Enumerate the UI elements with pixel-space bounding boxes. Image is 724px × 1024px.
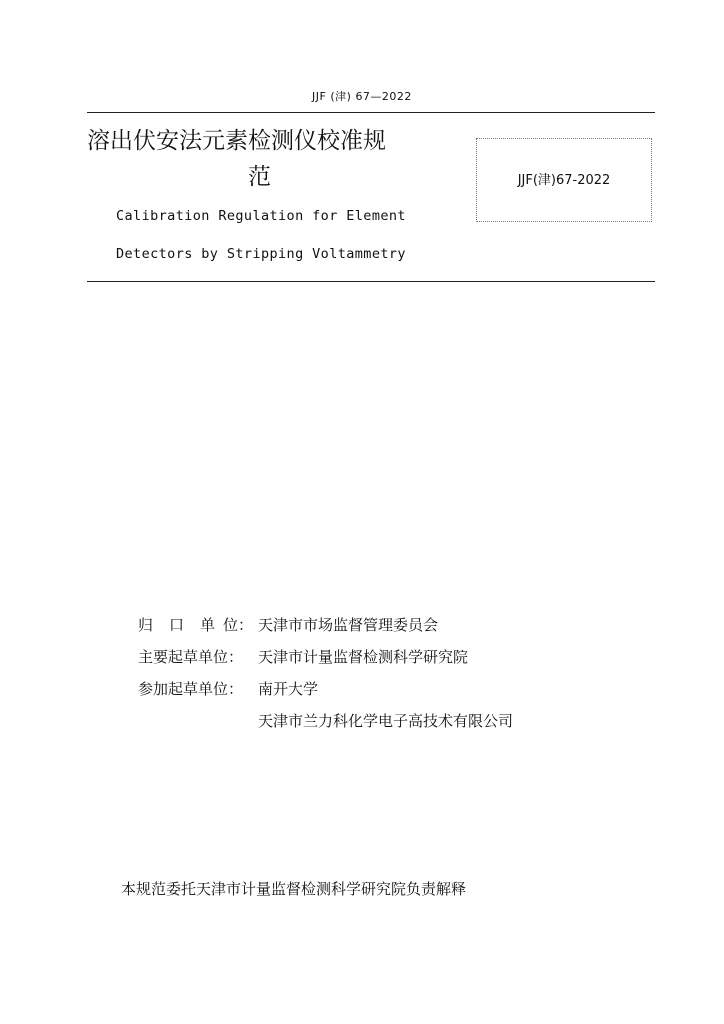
org-label-part: 口 [169, 616, 185, 634]
org-label-participating-drafter: 参加起草单位： [138, 680, 244, 698]
standard-code-box [476, 138, 652, 222]
org-label-part: 单 [200, 616, 216, 634]
org-row-main-drafter [138, 645, 469, 677]
org-row-participating-drafter [138, 677, 319, 709]
english-title-line-2: Detectors by Stripping Voltammetry [116, 246, 406, 262]
org-value-main-drafter: 天津市计量监督检测科学研究院 [258, 648, 469, 666]
org-label-part: 位： [223, 616, 254, 634]
org-row-participating-drafter-2 [138, 709, 514, 741]
document-title-line-2: 范 [248, 164, 271, 190]
standard-code: JJF(津)67-2022 [517, 173, 611, 188]
org-label-main-drafter: 主要起草单位： [138, 648, 244, 666]
org-value-participating-drafter-1: 南开大学 [258, 680, 319, 698]
english-title-line-1: Calibration Regulation for Element [116, 208, 406, 224]
org-value-centralized: 天津市市场监督管理委员会 [258, 616, 439, 634]
header-divider [87, 112, 655, 113]
org-label-part: 归 [138, 616, 154, 634]
interpretation-note: 本规范委托天津市计量监督检测科学研究院负责解释 [121, 880, 467, 898]
org-value-participating-drafter-2: 天津市兰力科化学电子高技术有限公司 [258, 712, 514, 730]
organizations-block [138, 613, 514, 741]
org-row-centralized [138, 613, 439, 645]
header-standard-code: JJF (津) 67—2022 [312, 90, 412, 103]
title-divider [87, 281, 655, 282]
org-label-centralized [138, 613, 256, 637]
document-title-line-1: 溶出伏安法元素检测仪校准规 [87, 128, 386, 154]
